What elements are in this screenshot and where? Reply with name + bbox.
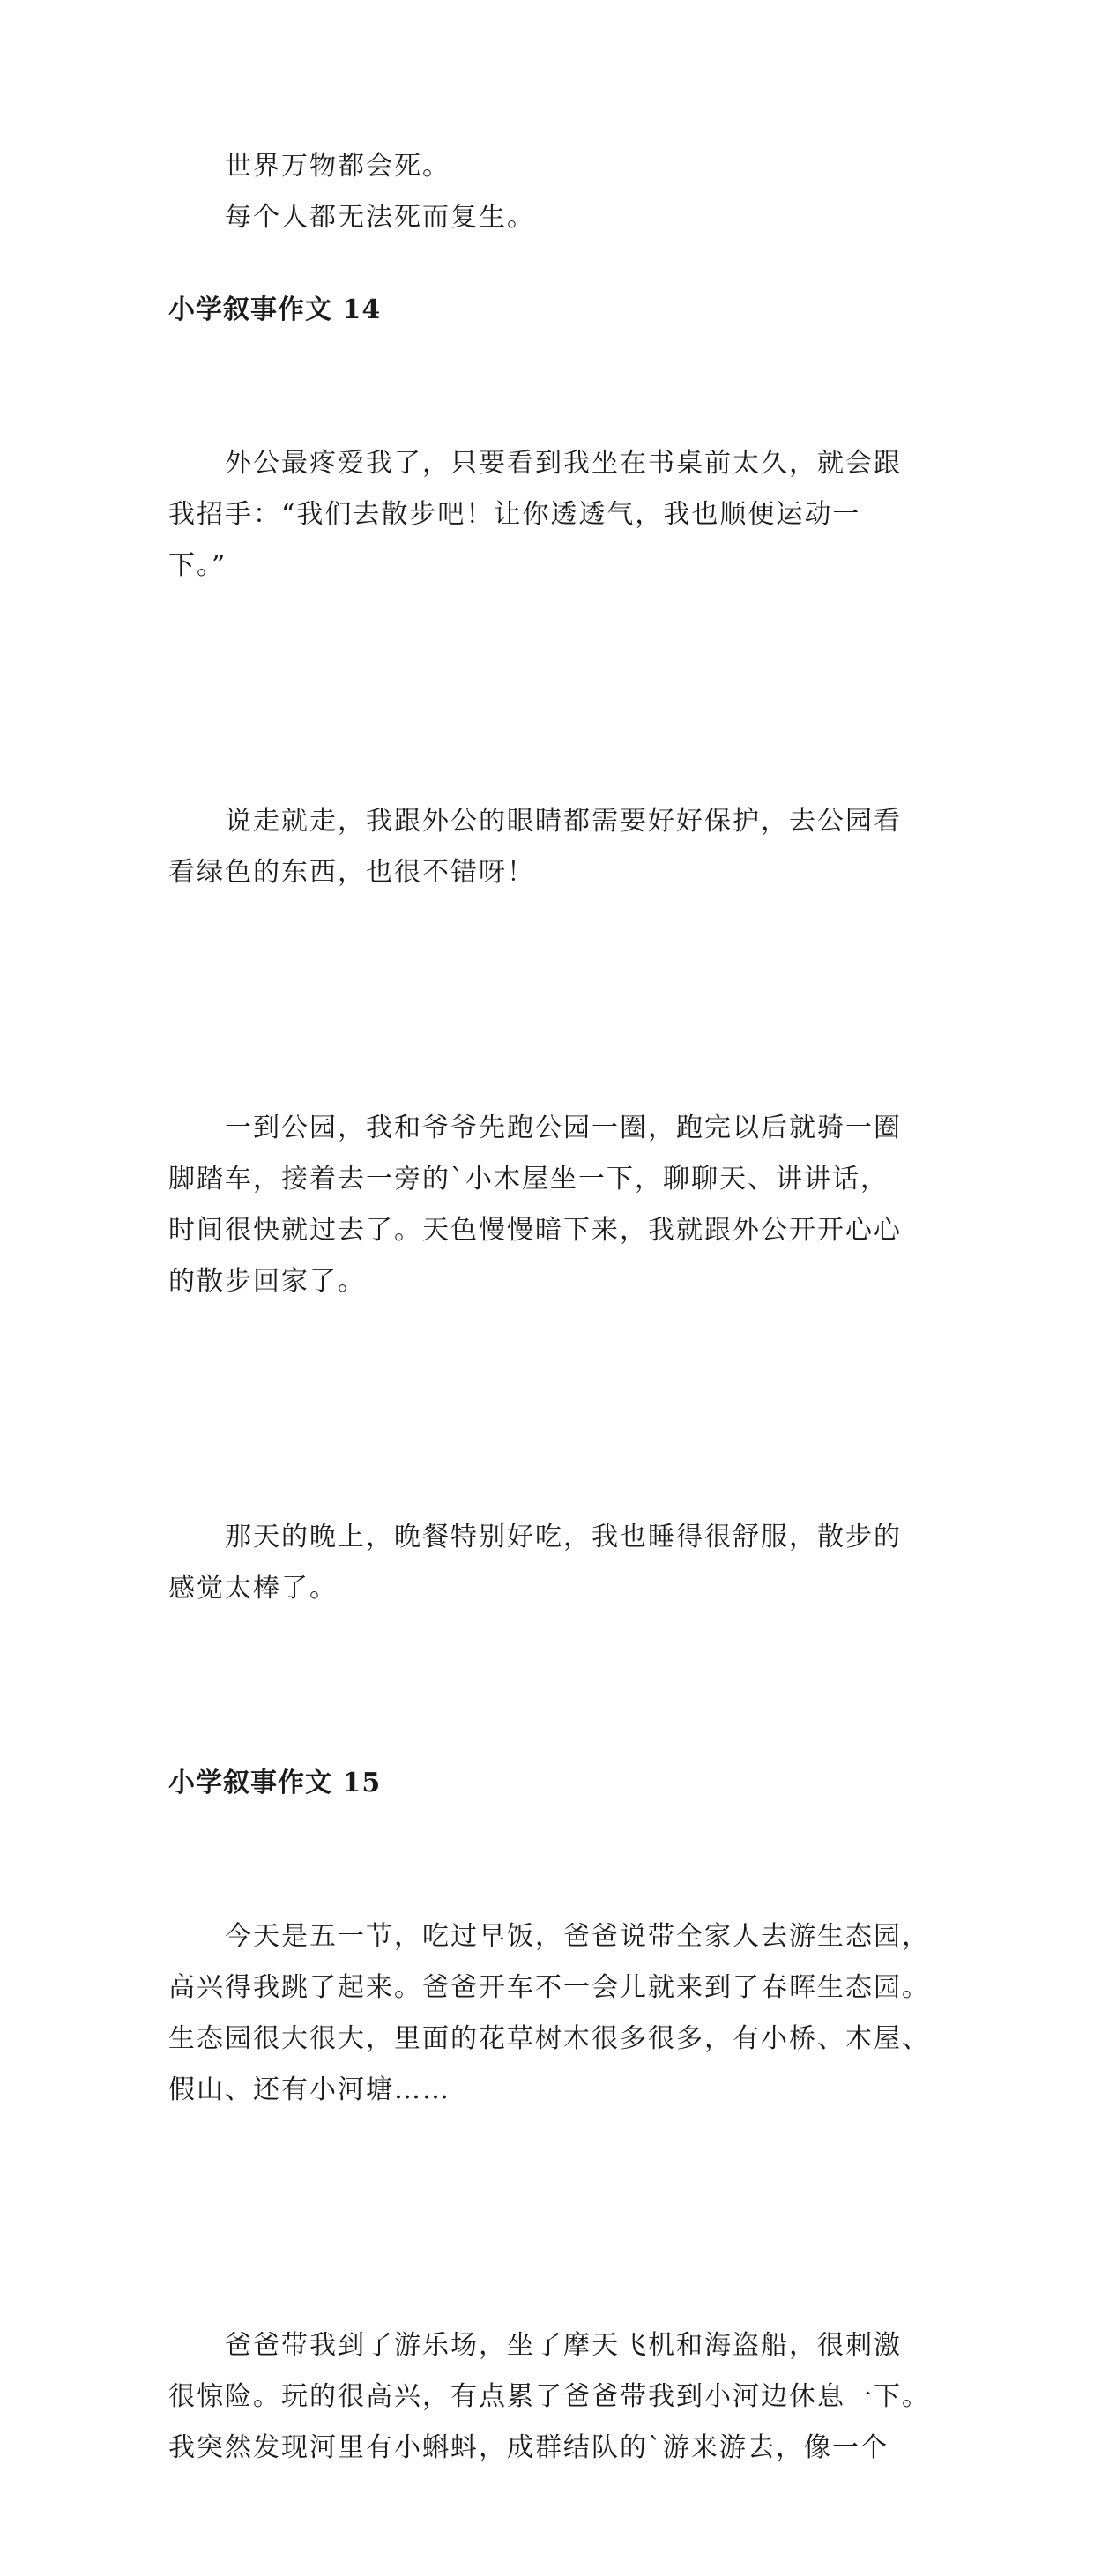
body-paragraph: 外公最疼爱我了，只要看到我坐在书桌前太久，就会跟 我招手：“我们去散步吧！让你透透气，我也顺便运动一 下。” xyxy=(168,448,902,581)
body-paragraph: 说走就走，我跟外公的眼睛都需要好好保护，去公园看 看绿色的东西，也很不错呀！ xyxy=(168,806,902,888)
body-paragraph: 那天的晚上，晚餐特别好吃，我也睡得很舒服，散步的 感觉太棒了。 xyxy=(168,1522,902,1604)
body-paragraph: 一到公园，我和爷爷先跑公园一圈，跑完以后就骑一圈 脚踏车，接着去一旁的`小木屋坐一下，聊聊天、讲讲话， 时间很快就过去了。天色慢慢暗下来，我就跟外公开开心心 的散步回家了。 xyxy=(168,1113,902,1297)
intro-paragraph-1: 世界万物都会死。 xyxy=(225,151,450,182)
section-title: 小学叙事作文 15 xyxy=(168,1768,382,1798)
document-page xyxy=(168,141,930,2576)
section-title: 小学叙事作文 14 xyxy=(168,294,382,325)
body-paragraph: 爸爸带我到了游乐场，坐了摩天飞机和海盗船，很刺激 很惊险。玩的很高兴，有点累了爸爸带我到小河边休息一下。 我突然发现河里有小蝌蚪，成群结队的`游来游去，像一个 xyxy=(168,2330,930,2463)
intro-paragraph-2: 每个人都无法死而复生。 xyxy=(225,202,535,233)
body-paragraph: 今天是五一节，吃过早饭，爸爸说带全家人去游生态园， 高兴得我跳了起来。爸爸开车不一会儿就来到了春晖生态园。 生态园很大很大，里面的花草树木很多很多，有小桥、木屋、 假山、还有小河塘…… xyxy=(168,1921,930,2105)
